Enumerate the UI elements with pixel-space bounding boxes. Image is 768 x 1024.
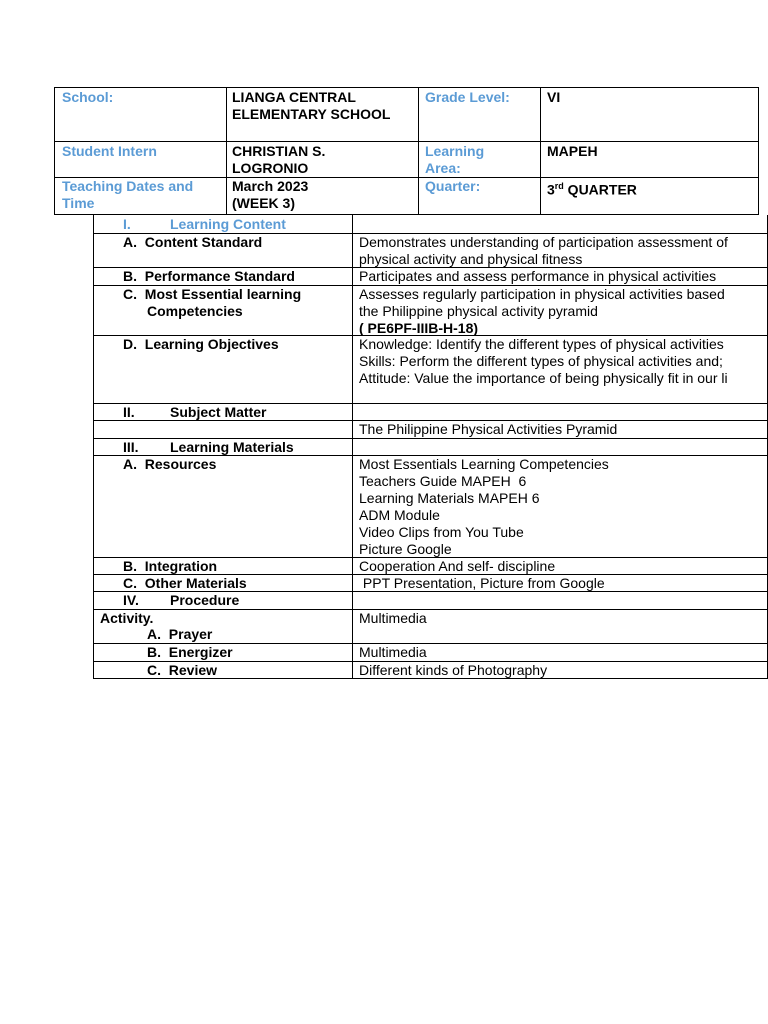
resource-item: Video Clips from You Tube	[359, 524, 524, 540]
review-label: C. Review	[147, 662, 218, 678]
resources-label: A. Resources	[123, 456, 217, 472]
performance-standard-value: Participates and assess performance in physical activities	[359, 268, 717, 284]
section-learning-materials-title: Learning Materials	[170, 439, 294, 455]
prayer-label: A. Prayer	[147, 626, 213, 642]
student-intern-label: Student Intern	[62, 143, 157, 159]
integration-label: B. Integration	[123, 558, 218, 574]
grade-level-label: Grade Level:	[425, 89, 510, 105]
review-value: Different kinds of Photography	[359, 662, 548, 678]
learning-objectives-label: D. Learning Objectives	[123, 336, 279, 352]
teaching-dates-value: March 2023 (WEEK 3)	[232, 178, 309, 211]
quarter-label: Quarter:	[425, 178, 481, 194]
integration-value: Cooperation And self- discipline	[359, 558, 556, 574]
resource-item: Most Essentials Learning Competencies	[359, 456, 609, 472]
resource-item: ADM Module	[359, 507, 440, 523]
section-procedure-title: Procedure	[170, 592, 240, 608]
section-subject-matter-title: Subject Matter	[170, 404, 267, 420]
other-materials-value: PPT Presentation, Picture from Google	[359, 575, 605, 591]
objective-attitude: Attitude: Value the importance of being physically fit in our li	[359, 370, 728, 386]
objective-knowledge: Knowledge: Identify the different types of physical activities	[359, 336, 724, 352]
teaching-dates-label: Teaching Dates and Time	[62, 178, 194, 211]
section-procedure-number: IV.	[123, 592, 139, 608]
subject-matter-value: The Philippine Physical Activities Pyramid	[359, 421, 618, 437]
quarter-value: 3rd QUARTER	[547, 181, 637, 198]
learning-area-value: MAPEH	[547, 143, 598, 159]
competencies-label: C. Most Essential learning Competencies	[123, 286, 302, 319]
other-materials-label: C. Other Materials	[123, 575, 247, 591]
school-value: LIANGA CENTRAL ELEMENTARY SCHOOL	[232, 89, 391, 122]
resource-item: Teachers Guide MAPEH 6	[359, 473, 527, 489]
learning-objectives-value	[359, 336, 767, 387]
section-learning-materials-number: III.	[123, 439, 139, 455]
objective-skills: Skills: Perform the different types of physical activities and;	[359, 353, 723, 369]
prayer-value: Multimedia	[359, 610, 427, 626]
student-intern-value: CHRISTIAN S. LOGRONIO	[232, 143, 326, 176]
energizer-value: Multimedia	[359, 644, 427, 660]
content-standard-value: Demonstrates understanding of participation assessment of physical activity and physical fitness	[359, 234, 728, 267]
competencies-value: Assesses regularly participation in physical activities based the Philippine physical activity pyramid ( PE6PF-IIIB-H-18)	[359, 286, 767, 337]
section-subject-matter-number: II.	[123, 404, 135, 420]
resource-item: Learning Materials MAPEH 6	[359, 490, 540, 506]
performance-standard-label: B. Performance Standard	[123, 268, 295, 284]
content-standard-label: A. Content Standard	[123, 234, 263, 250]
section-learning-content-title: Learning Content	[170, 216, 286, 232]
competency-code: ( PE6PF-IIIB-H-18)	[359, 320, 479, 336]
section-learning-content-number: I.	[123, 216, 131, 232]
school-label: School:	[62, 89, 114, 105]
resources-list	[359, 456, 767, 558]
energizer-label: B. Energizer	[147, 644, 233, 660]
grade-level-value: VI	[547, 89, 561, 105]
learning-area-label: Learning Area:	[425, 143, 485, 176]
resource-item: Picture Google	[359, 541, 452, 557]
activity-label: Activity.	[100, 610, 154, 626]
